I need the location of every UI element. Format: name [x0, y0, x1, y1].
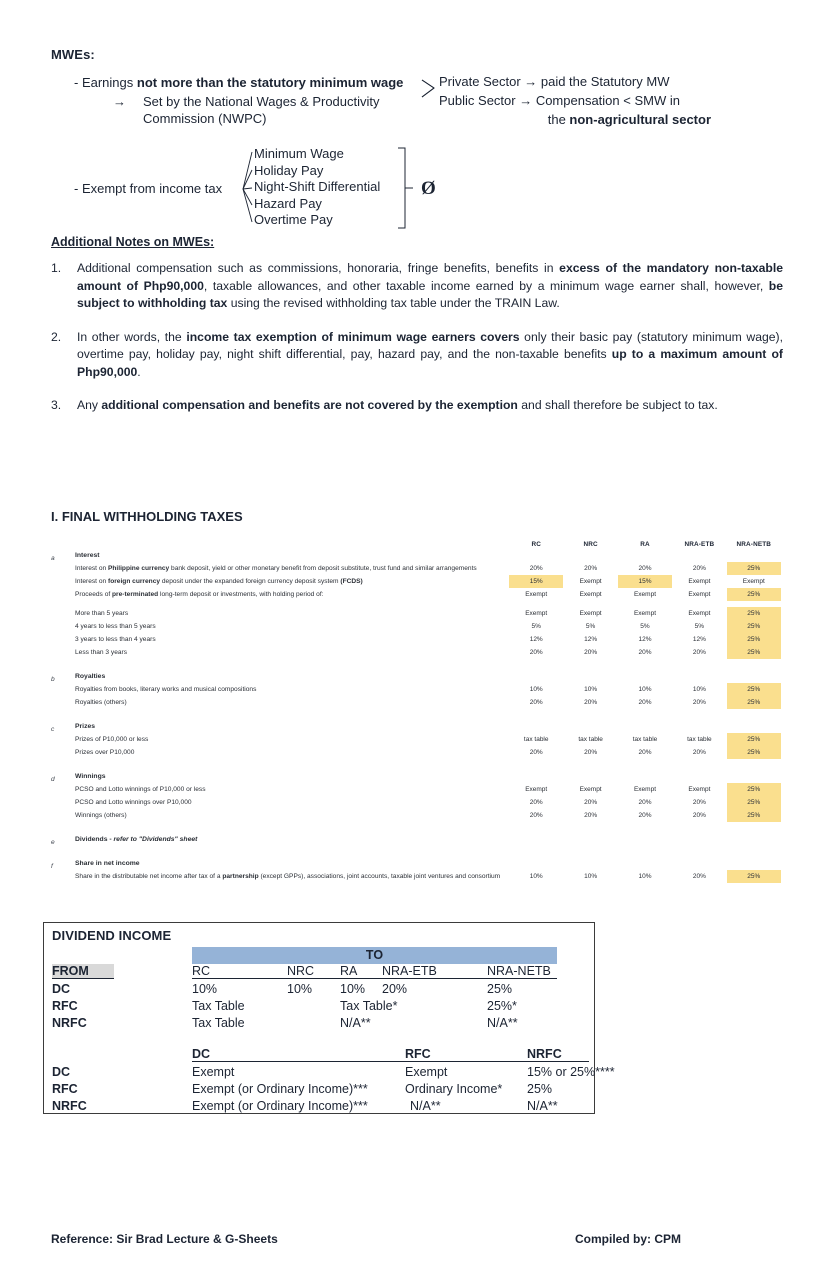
fwt-empty-letter	[51, 809, 67, 822]
rate-cell-nra-etb	[672, 719, 726, 733]
col-header-nrc: NRC	[287, 964, 340, 979]
exempt-items-list	[254, 146, 380, 229]
fwt-category-row	[51, 769, 781, 783]
rate-cell-nra-netb: 25%	[727, 746, 781, 759]
col-header-nra-etb: NRA-ETB	[382, 964, 487, 979]
rate-cell-nra-etb: 20%	[692, 565, 706, 572]
spacer-cell	[51, 759, 781, 769]
rate-cell-nrc: 10%	[584, 686, 598, 693]
fwt-col-header-rc: RC	[531, 541, 541, 548]
fwt-empty-letter	[51, 562, 67, 575]
dividend-grid	[44, 947, 615, 1116]
rate-cell-ra: Exempt	[633, 591, 657, 598]
earnings-sub-line2: Commission (NWPC)	[143, 111, 267, 126]
rate-cell-nra-etb	[672, 669, 726, 683]
rate-cell-nrc	[563, 719, 617, 733]
fwt-col-header-nra-netb: NRA-NETB	[736, 541, 772, 548]
sector-private: Private Sector → paid the Statutory MW	[439, 74, 670, 89]
cell-rfc-ra: Tax Table*	[340, 999, 398, 1013]
fwt-empty-letter	[51, 733, 67, 746]
rate-cell-nrc: tax table	[578, 736, 603, 743]
rate-cell-nra-etb: 20%	[692, 873, 706, 880]
arrow-icon: →	[113, 94, 126, 109]
rate-cell-rc: 10%	[529, 873, 543, 880]
rate-cell-nra-etb: 20%	[692, 749, 706, 756]
table-row	[44, 1099, 594, 1116]
rate-cell-ra	[618, 719, 672, 733]
fwt-category-row	[51, 719, 781, 733]
additional-notes-heading: Additional Notes on MWEs:	[51, 235, 215, 249]
rate-cell-ra: 15%	[618, 575, 672, 588]
rate-cell-rc: Exempt	[525, 610, 548, 617]
rate-cell-rc: 20%	[529, 699, 543, 706]
rate-cell-rc	[509, 548, 563, 562]
rate-cell-nra-netb: 25%	[727, 870, 781, 883]
null-symbol: Ø	[421, 178, 436, 199]
rate-cell-ra: 20%	[638, 749, 652, 756]
footer-reference: Reference: Sir Brad Lecture & G-Sheets	[51, 1232, 278, 1246]
rate-cell-ra: Exempt	[633, 610, 657, 617]
earnings-bold: not more than the statutory minimum wage	[136, 75, 404, 90]
fwt-row-description: Proceeds of pre-terminated long-term deposit or investments, with holding period of:	[75, 591, 324, 598]
cell-rfc-nra-netb: 25%*	[487, 999, 517, 1013]
fwt-spacer	[51, 709, 781, 719]
rate-cell-nra-etb: 10%	[692, 686, 706, 693]
col-header-nra-netb: NRA-NETB	[487, 964, 557, 979]
rate-cell-nra-etb: Exempt	[688, 786, 711, 793]
note-text: In other words, the income tax exemption of minimum wage earners covers only their basic pay (statutory minimum wage), overtime pay, holiday pay, night shift differential, pay, hazard pay, and the non-taxable benefits up to a maximum amount of Php90,000.	[77, 329, 783, 379]
cell-nrfc-ra: N/A**	[340, 1016, 371, 1030]
fwt-row-description: Interest on Philippine currency bank deposit, yield or other monetary benefit from deposit substitute, trust fund and similar arrangements	[75, 565, 477, 572]
rate-cell-ra	[618, 832, 672, 846]
rate-cell-nrc: 20%	[584, 699, 598, 706]
rate-cell-nra-etb: 20%	[692, 699, 706, 706]
fwt-empty-letter	[51, 683, 67, 696]
rate-cell-ra: 5%	[640, 623, 650, 630]
rate-cell-nra-etb: 12%	[692, 636, 706, 643]
table-row	[51, 783, 781, 796]
rate-cell-ra	[618, 548, 672, 562]
fwt-row-description: Interest on foreign currency deposit under the expanded foreign currency deposit system (FCDS)	[75, 578, 363, 585]
rate-cell-ra: 20%	[638, 649, 652, 656]
rate-cell-nra-netb: 25%	[727, 588, 781, 601]
rate-cell-rc	[509, 856, 563, 870]
row-label-rfc-2: RFC	[52, 1082, 78, 1096]
list-item: Night-Shift Differential	[254, 179, 381, 194]
table-row	[51, 733, 781, 746]
fwt-row-description: 3 years to less than 4 years	[75, 636, 156, 643]
cell-dc-rc: 10%	[192, 982, 218, 996]
fwt-empty-letter	[51, 796, 67, 809]
cell-dc-rfc: Exempt	[405, 1065, 448, 1079]
fwt-spacer	[51, 822, 781, 832]
table-row	[51, 575, 781, 588]
rate-cell-nra-netb	[727, 769, 781, 783]
earnings-sub-line1: Set by the National Wages & Productivity	[143, 94, 380, 109]
rate-cell-nra-netb	[727, 856, 781, 870]
dividend-top-header-row	[44, 964, 594, 982]
fwt-category-label: Royalties	[75, 673, 106, 680]
dividend-bottom-header-row	[44, 1047, 594, 1065]
spacer-cell	[51, 846, 781, 856]
fwt-empty-letter	[51, 588, 67, 601]
note-number: 3.	[51, 398, 62, 412]
rate-cell-rc: 20%	[529, 649, 543, 656]
rate-cell-nra-netb: 25%	[727, 607, 781, 620]
cell-dc-ra: 10%	[340, 982, 366, 996]
table-row	[51, 796, 781, 809]
section-heading: I. FINAL WITHHOLDING TAXES	[51, 509, 243, 524]
rate-cell-ra: 12%	[638, 636, 652, 643]
fwt-row-description: Royalties (others)	[75, 699, 127, 706]
rate-cell-nrc	[563, 856, 617, 870]
table-row	[51, 620, 781, 633]
rate-cell-rc: 20%	[529, 565, 543, 572]
table-row	[44, 1065, 615, 1082]
note-number: 2.	[51, 329, 62, 344]
fwt-header-row	[51, 533, 781, 548]
note-text: Additional compensation such as commissions, honoraria, fringe benefits, benefits in excess of the mandatory non-taxable amount of Php90,000, taxable allowances, and other taxable income earned by a minimum wage earner shall, however, be subject to withholding tax using the revised withholding tax table under the TRAIN Law.	[77, 261, 784, 310]
fwt-category-label: Winnings	[75, 773, 106, 780]
rate-cell-nra-netb	[727, 548, 781, 562]
note-number: 1.	[51, 261, 62, 275]
rate-cell-rc: Exempt	[525, 591, 548, 598]
table-row	[51, 562, 781, 575]
rate-cell-rc: 20%	[529, 799, 543, 806]
rate-cell-ra	[618, 856, 672, 870]
table-row	[44, 1082, 594, 1099]
rate-cell-nra-netb: 25%	[727, 620, 781, 633]
rate-cell-nra-netb	[727, 669, 781, 683]
table-row	[44, 1016, 594, 1033]
sector-line3: the non-agricultural sector	[547, 112, 711, 127]
rate-cell-nrc: 20%	[584, 799, 598, 806]
cell-rfc-rfc: Ordinary Income*	[405, 1082, 503, 1096]
rate-cell-rc: 12%	[529, 636, 543, 643]
spacer-cell	[51, 659, 781, 669]
fwt-group-letter: a	[51, 555, 55, 562]
rate-cell-nrc: Exempt	[579, 610, 602, 617]
rate-cell-ra: 20%	[638, 565, 652, 572]
fwt-group-letter: e	[51, 839, 55, 846]
rate-cell-nra-etb: tax table	[687, 736, 712, 743]
rate-cell-rc: 5%	[531, 623, 541, 630]
fwt-empty-letter	[51, 870, 67, 883]
rate-cell-rc	[509, 719, 563, 733]
table-row	[44, 982, 594, 999]
spacer-cell	[51, 822, 781, 832]
rate-cell-nra-etb	[672, 856, 726, 870]
rate-cell-nra-etb: Exempt	[688, 610, 711, 617]
fwt-row-description: PCSO and Lotto winnings of P10,000 or less	[75, 786, 206, 793]
rate-cell-nrc: Exempt	[579, 786, 602, 793]
fwt-empty-letter	[51, 646, 67, 659]
rate-cell-ra: 10%	[638, 873, 652, 880]
cell-rfc-dc: Exempt (or Ordinary Income)***	[192, 1082, 368, 1096]
note-text: Any additional compensation and benefits are not covered by the exemption and shall therefore be subject to tax.	[77, 398, 718, 412]
fwt-spacer	[51, 759, 781, 769]
rate-cell-nra-netb: 25%	[727, 733, 781, 746]
fwt-desc-col-header	[67, 533, 509, 548]
spacer-cell	[51, 709, 781, 719]
rate-cell-rc: 10%	[529, 686, 543, 693]
rate-cell-nra-etb	[672, 769, 726, 783]
table-row	[44, 999, 594, 1016]
rate-cell-ra: tax table	[632, 736, 658, 743]
rate-cell-rc: 20%	[529, 749, 543, 756]
rate-cell-nra-etb	[672, 548, 726, 562]
rate-cell-nrc: 5%	[585, 623, 596, 630]
rate-cell-ra: Exempt	[633, 786, 657, 793]
rate-cell-rc: 15%	[509, 575, 563, 588]
rate-cell-nra-netb	[727, 719, 781, 733]
cell-nrfc-rc: Tax Table	[192, 1016, 245, 1030]
rate-cell-ra: 20%	[638, 699, 652, 706]
fwt-category-row	[51, 548, 781, 562]
table-row	[51, 607, 781, 620]
table-row	[51, 696, 781, 709]
rate-cell-nra-netb	[727, 832, 781, 846]
row-label-rfc: RFC	[52, 999, 78, 1013]
to-label: TO	[365, 948, 384, 962]
rate-cell-nrc	[563, 548, 617, 562]
rate-cell-nrc: 12%	[584, 636, 598, 643]
rate-cell-nrc: 20%	[584, 812, 598, 819]
earnings-prefix: - Earnings	[74, 75, 137, 90]
list-item: Hazard Pay	[254, 195, 322, 211]
cell-dc-nrfc: 15% or 25%****	[527, 1065, 615, 1079]
rate-cell-nra-netb: 25%	[727, 683, 781, 696]
fwt-col-header-ra: RA	[640, 541, 650, 548]
fwt-row-description: PCSO and Lotto winnings over P10,000	[75, 799, 192, 806]
row-label-nrfc-2: NRFC	[52, 1099, 87, 1113]
rate-cell-nra-etb: 20%	[692, 812, 706, 819]
table-row	[51, 588, 781, 601]
fwt-category-label: Share in net income	[75, 860, 140, 867]
rate-cell-ra: 20%	[638, 812, 652, 819]
rate-cell-nra-netb: 25%	[727, 809, 781, 822]
fwt-letter-col-header	[51, 533, 67, 548]
fwt-category-label: Prizes	[75, 723, 96, 730]
rate-cell-nrc: Exempt	[579, 591, 602, 598]
col-header-rfc: RFC	[405, 1047, 527, 1062]
fwt-category-label: Interest	[75, 552, 100, 559]
exempt-label: - Exempt from income tax	[74, 181, 223, 196]
dividend-gap	[44, 1033, 594, 1047]
cell-dc-nrc: 10%	[287, 982, 313, 996]
rate-cell-nrc: Exempt	[579, 578, 602, 585]
rate-cell-nrc: 20%	[584, 749, 598, 756]
fwt-col-header-nrc: NRC	[583, 541, 598, 548]
final-withholding-taxes-table	[51, 533, 781, 883]
earnings-line	[74, 75, 403, 90]
fwt-empty-letter	[51, 607, 67, 620]
row-label-dc: DC	[52, 982, 71, 996]
fwt-empty-letter	[51, 696, 67, 709]
to-bar	[192, 947, 557, 964]
footer-compiled-by: Compiled by: CPM	[575, 1232, 682, 1246]
earnings-subnote	[113, 93, 433, 127]
list-item: Holiday Pay	[254, 162, 324, 178]
fwt-group-letter: f	[51, 863, 53, 870]
cell-rfc-nrfc: 25%	[527, 1082, 553, 1096]
cell-nrfc-rfc: N/A**	[410, 1099, 441, 1113]
fwt-empty-letter	[51, 746, 67, 759]
col-header-nrfc: NRFC	[527, 1047, 589, 1062]
rate-cell-nra-etb: Exempt	[688, 578, 711, 585]
rate-cell-rc	[509, 832, 563, 846]
rate-cell-rc	[509, 769, 563, 783]
rate-cell-nra-etb: 20%	[692, 649, 706, 656]
table-row	[51, 809, 781, 822]
fwt-row-description: 4 years to less than 5 years	[75, 623, 156, 630]
fwt-group-letter: b	[51, 676, 55, 683]
fwt-row-description: Share in the distributable net income after tax of a partnership (except GPPs), associations, joint accounts, taxable joint ventures and consortium	[75, 873, 501, 880]
col-header-rc: RC	[192, 964, 287, 979]
table-row	[51, 746, 781, 759]
fwt-spacer	[51, 846, 781, 856]
rate-cell-ra	[618, 669, 672, 683]
mwes-heading: MWEs:	[51, 47, 95, 62]
cell-nrfc-nrfc: N/A**	[527, 1099, 558, 1113]
fwt-category-row	[51, 856, 781, 870]
fwt-row-description: Winnings (others)	[75, 812, 127, 819]
rate-cell-ra: 10%	[638, 686, 652, 693]
note-item	[51, 260, 783, 313]
rate-cell-nra-etb: 20%	[692, 799, 706, 806]
dividend-to-bar-row	[44, 947, 594, 964]
row-label-dc-2: DC	[52, 1065, 71, 1079]
rate-cell-rc	[509, 669, 563, 683]
rate-cell-nrc: 10%	[584, 873, 598, 880]
fwt-category-row	[51, 832, 781, 846]
additional-notes-list	[51, 260, 783, 431]
fwt-empty-letter	[51, 633, 67, 646]
rate-cell-rc: 20%	[529, 812, 543, 819]
fwt-spacer	[51, 659, 781, 669]
fwt-group-letter: c	[51, 726, 55, 733]
rate-cell-rc: tax table	[523, 736, 549, 743]
fwt-group-letter: d	[51, 776, 55, 783]
table-row	[51, 870, 781, 883]
rate-cell-nrc	[563, 669, 617, 683]
col-header-dc: DC	[192, 1047, 405, 1062]
note-item	[51, 329, 783, 382]
fwt-row-description: Prizes of P10,000 or less	[75, 736, 149, 743]
list-item: Overtime Pay	[254, 212, 333, 227]
fwt-category-row	[51, 669, 781, 683]
rate-cell-ra	[618, 769, 672, 783]
rate-cell-nrc: 20%	[584, 565, 598, 572]
cell-rfc-rc: Tax Table	[192, 999, 245, 1013]
dividend-income-box	[43, 922, 615, 1114]
cell-dc-nra-netb: 25%	[487, 982, 513, 996]
cell-dc-nra-etb: 20%	[382, 982, 408, 996]
rate-cell-nra-etb: 5%	[694, 623, 705, 630]
rate-cell-nra-etb	[672, 832, 726, 846]
note-item	[51, 397, 783, 415]
rate-cell-nra-etb: Exempt	[688, 591, 711, 598]
cell-dc-dc: Exempt	[192, 1065, 235, 1079]
rate-cell-nrc: 20%	[584, 649, 598, 656]
rate-cell-nra-netb: 25%	[727, 796, 781, 809]
dividend-income-title: DIVIDEND INCOME	[52, 928, 172, 943]
list-item: Minimum Wage	[254, 146, 344, 161]
table-row	[51, 646, 781, 659]
fwt-row-description: Royalties from books, literary works and musical compositions	[75, 686, 257, 693]
cell-nrfc-nra-netb: N/A**	[487, 1016, 518, 1030]
fwt-category-label: Dividends - refer to "Dividends" sheet	[75, 836, 198, 843]
rate-cell-nra-netb: 25%	[727, 646, 781, 659]
table-row	[51, 633, 781, 646]
rate-cell-nra-netb: Exempt	[742, 578, 765, 585]
rate-cell-rc: Exempt	[525, 786, 548, 793]
fwt-row-description: Less than 3 years	[75, 649, 128, 656]
sector-public: Public Sector → Compensation < SMW in	[439, 93, 680, 108]
sector-block	[439, 72, 711, 129]
fwt-col-header-nra-etb: NRA-ETB	[684, 541, 715, 548]
fwt-empty-letter	[51, 783, 67, 796]
table-row	[51, 683, 781, 696]
fwt-row-description: Prizes over P10,000	[75, 749, 135, 756]
col-header-ra: RA	[340, 964, 382, 979]
cell-nrfc-dc: Exempt (or Ordinary Income)***	[192, 1099, 368, 1113]
rate-cell-nrc	[563, 769, 617, 783]
rate-cell-nrc	[563, 832, 617, 846]
rate-cell-ra: 20%	[638, 799, 652, 806]
fwt-empty-letter	[51, 575, 67, 588]
fwt-empty-letter	[51, 620, 67, 633]
rate-cell-nra-netb: 25%	[727, 696, 781, 709]
from-label: FROM	[52, 964, 114, 979]
row-label-nrfc: NRFC	[52, 1016, 87, 1030]
rate-cell-nra-netb: 25%	[727, 783, 781, 796]
fwt-row-description: More than 5 years	[75, 610, 129, 617]
rate-cell-nra-netb: 25%	[727, 633, 781, 646]
rate-cell-nra-netb: 25%	[727, 562, 781, 575]
